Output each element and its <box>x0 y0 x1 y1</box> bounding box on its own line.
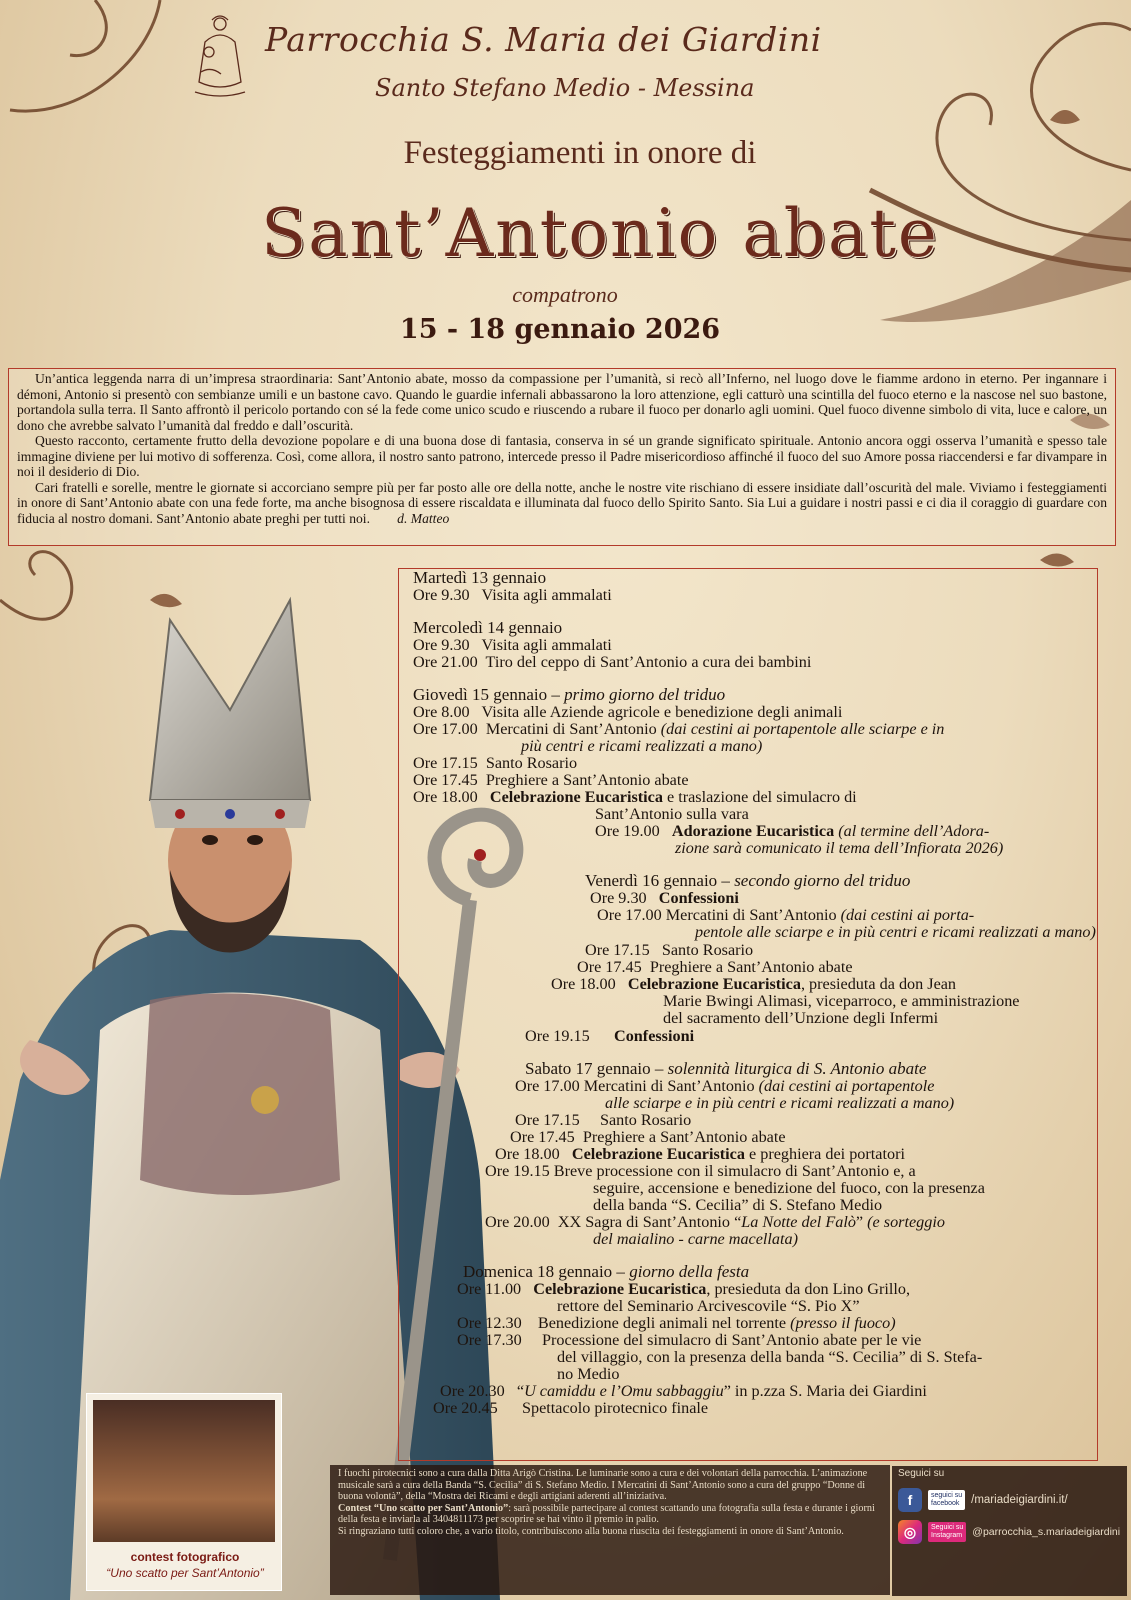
footer-contest-label: Contest “Uno scatto per Sant’Antonio” <box>338 1502 509 1514</box>
social-label: Seguici su <box>898 1468 945 1479</box>
program-day-heading <box>585 871 910 891</box>
program-text: U camiddu e l’Omu sabbaggiu <box>524 1382 724 1400</box>
festival-dates: 15 - 18 gennaio 2026 <box>399 314 721 345</box>
program-text: (dai cestini ai portapentole <box>758 1077 935 1095</box>
program-event <box>525 1027 694 1046</box>
program-text: Celebrazione Eucaristica <box>533 1280 707 1298</box>
intro-paragraph-3-text: Cari fratelli e sorelle, mentre le giornate si accorciano sempre più per far posto alle ore della notte, anche le nostre vite rischiano di essere insidiate dall’oscurità del male. Viviamo i festeggiamenti in onore di Sant’Antonio abate con una fede forte, ma anche bisognosa di essere riscaldata e illuminata dal fuoco dello Spirito Santo. Sia Lui a guidare i nostri passi e ci dia il coraggio di guardare con fiducia al nostro domani. Sant’Antonio abate preghi per tutti noi. <box>17 479 1107 526</box>
program-event <box>663 1009 938 1028</box>
program-text: del sacramento dell’Unzione degli Infermi <box>663 1009 939 1027</box>
program-text: Ore 18.00 <box>495 1145 572 1163</box>
instagram-badge-line-1: Seguici su <box>931 1524 964 1531</box>
program-text: (dai cestini ai porta- <box>840 906 975 924</box>
program-day-heading <box>413 685 725 705</box>
program-text: Ore 12.30 Benedizione degli animali nel torrente <box>457 1314 791 1332</box>
program-text: Celebrazione Eucaristica <box>627 975 801 993</box>
footer-line-3: Si ringraziano tutti coloro che, a vario titolo, contribuiscono alla buona riuscita dei festeggiamenti in onore di Sant’Antonio. <box>338 1525 844 1537</box>
program-text: zione sarà comunicato il tema dell’Infiorata 2026) <box>675 839 1004 857</box>
instagram-badge <box>928 1522 966 1542</box>
program-text: Ore 17.15 Santo Rosario <box>585 941 754 959</box>
program-text: Ore 19.15 <box>525 1027 615 1045</box>
program-text: Mercoledì 14 gennaio <box>413 618 563 637</box>
program-text: più centri e ricami realizzati a mano) <box>521 737 763 755</box>
contest-title: contest fotografico <box>130 1550 240 1564</box>
program-event <box>413 586 612 605</box>
program-text: Ore 21.00 Tiro del ceppo di Sant’Antonio a cura dei bambini <box>413 653 812 671</box>
program-text: secondo giorno del triduo <box>734 871 911 890</box>
program-text: no Medio <box>557 1365 620 1383</box>
program-day-heading <box>413 618 562 638</box>
program-event <box>695 923 1096 942</box>
program-text: ” <box>855 1213 868 1231</box>
program-text: (al termine dell’Adora- <box>834 822 990 840</box>
program-text: e preghiera dei portatori <box>744 1145 905 1163</box>
facebook-icon: f <box>898 1488 922 1512</box>
program-text: Marie Bwingi Alimasi, viceparroco, e amministrazione <box>663 992 1020 1010</box>
program-day-heading <box>413 568 546 588</box>
intro-paragraph-1: Un’antica leggenda narra di un’impresa straordinaria: Sant’Antonio abate, mosso da compassione per l’umanità, si recò all’Inferno, nel luogo dove le fiamme ardono in eterno. Per ingannare i démoni, Antonio si presentò con sembianze umili e un bastone cavo. Quando le guardie infernali abbassarono la loro attenzione, egli catturò una scintilla del fuoco eterno e la nascose nel suo bastone, portandola sulla terra. Il Santo affrontò il pericolo portando con sé la fede come unico scudo e riuscendo a rubare il fuoco per donarlo agli uomini. Quel fuoco divenne simbolo di vita, luce e calore, un dono che avrebbe salvato l’umanità dal freddo e dall’oscurità. <box>17 371 1107 433</box>
program-text: Venerdì 16 gennaio – <box>585 871 735 890</box>
contest-photo <box>93 1400 275 1542</box>
social-box <box>892 1466 1127 1596</box>
festivities-subtitle: Festeggiamenti in onore di <box>403 135 757 171</box>
instagram-badge-line-2: Instagram <box>931 1532 963 1539</box>
program-event <box>413 653 811 672</box>
program-text: e traslazione del simulacro di <box>662 788 857 806</box>
program-text: Ore 17.45 Preghiere a Sant’Antonio abate <box>510 1128 786 1146</box>
program-text: (presso il fuoco) <box>790 1314 896 1332</box>
program-text: rettore del Seminario Arcivescovile “S. Pio X” <box>557 1297 860 1315</box>
program-event <box>557 1348 982 1367</box>
facebook-handle: /mariadeigiardini.it/ <box>971 1494 1068 1506</box>
program-text: Ore 20.00 XX Sagra di Sant’Antonio “ <box>485 1213 742 1231</box>
program-text: Domenica 18 gennaio – <box>463 1262 630 1281</box>
program-text: Ore 11.00 <box>457 1280 534 1298</box>
program-text: (e sorteggio <box>867 1213 945 1231</box>
program-text: Ore 9.30 Visita agli ammalati <box>413 586 612 604</box>
program-text: Ore 17.30 Processione del simulacro di Sant’Antonio abate per le vie <box>457 1331 922 1349</box>
program-event <box>593 1230 798 1249</box>
program-text: Ore 17.00 Mercatini di Sant’Antonio <box>597 906 841 924</box>
footer-contest-text: : sarà possibile partecipare al contest scattando una fotografia sulla festa e durante i giorni della festa e inviarla al 3404811173 per scoprire se hai vinto il premio in palio. <box>338 1502 875 1525</box>
facebook-link[interactable] <box>898 1488 1068 1512</box>
program-text: pentole alle sciarpe e in più centri e ricami realizzati a mano) <box>695 923 1096 941</box>
program-text: (dai cestini ai portapentole alle sciarpe e in <box>660 720 945 738</box>
program-text: ” in p.zza S. Maria dei Giardini <box>723 1382 927 1400</box>
footer-line-2 <box>338 1503 882 1526</box>
program-text: Ore 9.30 Visita agli ammalati <box>413 636 612 654</box>
program-text: Ore 20.45 Spettacolo pirotecnico finale <box>433 1399 709 1417</box>
instagram-handle: @parrocchia_s.mariadeigiardini <box>972 1526 1121 1538</box>
program-text: Ore 20.30 “ <box>440 1382 525 1400</box>
photo-contest-card[interactable] <box>86 1393 282 1591</box>
program-text: Ore 17.00 Mercatini di Sant’Antonio <box>515 1077 759 1095</box>
program-text: Ore 19.15 Breve processione con il simulacro di Sant’Antonio e, a <box>485 1162 916 1180</box>
program-day-heading <box>525 1059 926 1079</box>
program-text: La Notte del Falò <box>741 1213 856 1231</box>
program-text: seguire, accensione e benedizione del fuoco, con la presenza <box>593 1179 985 1197</box>
program-text: giorno della festa <box>629 1262 750 1281</box>
facebook-badge-line-2: facebook <box>931 1500 960 1507</box>
facebook-badge-line-1: seguici su <box>931 1492 963 1499</box>
footer-line-1: I fuochi pirotecnici sono a cura dalla Ditta Arigò Cristina. Le luminarie sono a cura e dei volontari della parrocchia. L’animazione musicale sarà a cura della Banda “S. Cecilia” di S. Stefano Medio. I Mercatini di Sant’Antonio sono a cura del gruppo “Donne di buona volontà”, della “Mostra dei Ricami e degli artigiani aderenti all’iniziativa. <box>338 1468 868 1502</box>
program-text: , presieduta da don Lino Grillo, <box>706 1280 911 1298</box>
program-event <box>433 1399 708 1418</box>
program-text: alle sciarpe e in più centri e ricami realizzati a mano) <box>605 1094 955 1112</box>
program-day-heading <box>463 1262 749 1282</box>
program-text: Ore 17.15 Santo Rosario <box>413 754 578 772</box>
program-text: , presieduta da don Jean <box>800 975 957 993</box>
program-text: Sant’Antonio sulla vara <box>595 805 749 823</box>
program-text: della banda “S. Cecilia” di S. Stefano Medio <box>593 1196 883 1214</box>
parish-name: Parrocchia S. Maria dei Giardini <box>265 20 822 59</box>
instagram-link[interactable] <box>898 1520 1120 1544</box>
program-event <box>675 839 1003 858</box>
program-text: Ore 17.45 Preghiere a Sant’Antonio abate <box>413 771 689 789</box>
instagram-icon: ◎ <box>898 1520 922 1544</box>
program-text: Ore 18.00 <box>413 788 490 806</box>
program-text: Ore 19.00 <box>595 822 672 840</box>
program-text: Ore 17.00 Mercatini di Sant’Antonio <box>413 720 661 738</box>
program-text: Giovedì 15 gennaio – <box>413 685 565 704</box>
program-text: Celebrazione Eucaristica <box>571 1145 745 1163</box>
program-text: del maialino - carne macellata) <box>593 1230 798 1248</box>
program-text: Ore 8.00 Visita alle Aziende agricole e benedizione degli animali <box>413 703 843 721</box>
facebook-badge <box>928 1490 965 1510</box>
contest-subtitle: “Uno scatto per Sant’Antonio” <box>106 1566 264 1580</box>
intro-paragraph-3 <box>17 480 1107 527</box>
compatrono-label: compatrono <box>512 282 618 307</box>
program-text: Ore 17.45 Preghiere a Sant’Antonio abate <box>577 958 853 976</box>
program-text: Confessioni <box>658 889 739 907</box>
program-text: Ore 17.15 Santo Rosario <box>515 1111 692 1129</box>
program-text: Confessioni <box>614 1027 695 1045</box>
intro-paragraph-2: Questo racconto, certamente frutto della devozione popolare e di una buona dose di fantasia, conserva in sé un grande significato spirituale. Antonio ancora oggi osserva l’umanità e spesso tale immagine diviene per lui motivo di sofferenza. Così, come allora, il nostro santo patrono, intercede presso il Padre misericordioso affinché il fuoco del suo Amore possa riaccendersi e far divampare in noi il desiderio di Dio. <box>17 433 1107 479</box>
program-text: Ore 9.30 <box>590 889 659 907</box>
program-text: solennità liturgica di S. Antonio abate <box>667 1059 927 1078</box>
program-text: Adorazione Eucaristica <box>671 822 835 840</box>
intro-text-box <box>8 368 1116 546</box>
program-text: Martedì 13 gennaio <box>413 568 547 587</box>
parish-place: Santo Stefano Medio - Messina <box>375 74 755 102</box>
footer-credits <box>330 1465 890 1595</box>
program-text: Sabato 17 gennaio – <box>525 1059 668 1078</box>
program-text: del villaggio, con la presenza della banda “S. Cecilia” di S. Stefa- <box>557 1348 983 1366</box>
intro-signature: d. Matteo <box>397 510 450 526</box>
saint-title: Sant’Antonio abate <box>261 195 939 272</box>
program-text: Celebrazione Eucaristica <box>489 788 663 806</box>
madonna-logo-icon <box>185 12 255 102</box>
program-text: primo giorno del triduo <box>564 685 726 704</box>
program-text: Ore 18.00 <box>551 975 628 993</box>
